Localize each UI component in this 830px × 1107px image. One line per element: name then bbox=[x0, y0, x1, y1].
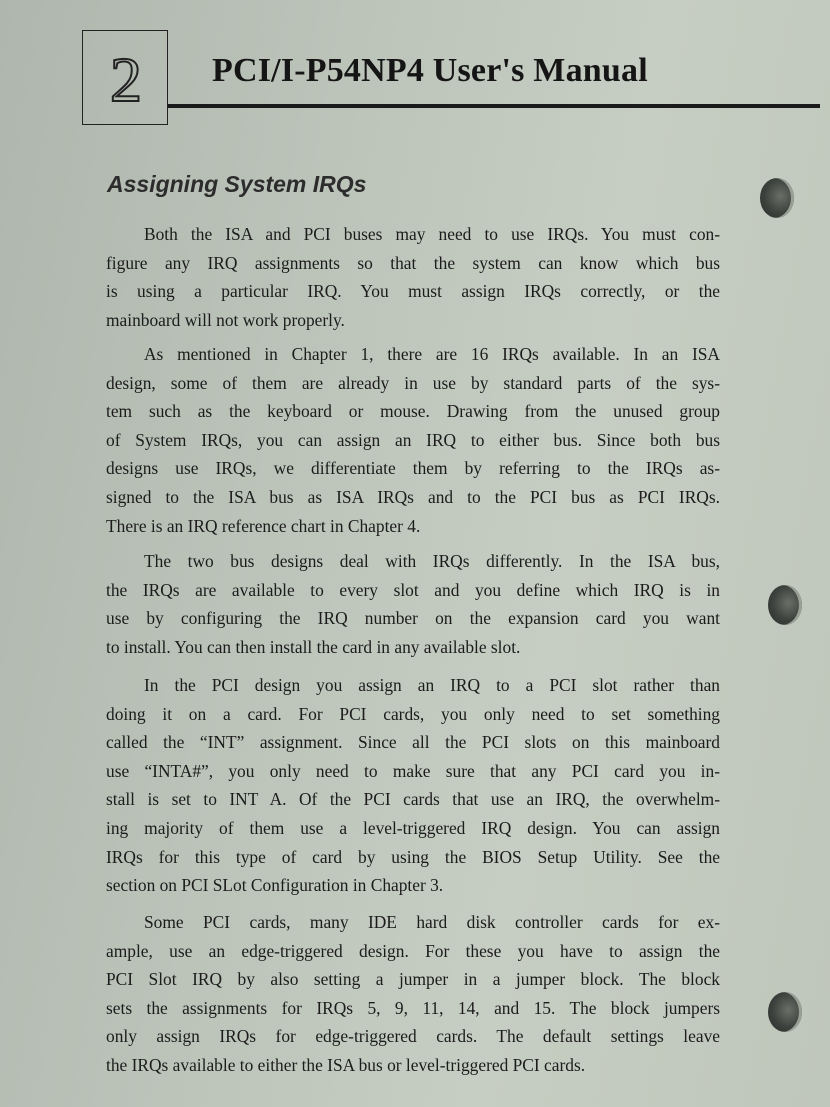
text-line: There is an IRQ reference chart in Chapter 4. bbox=[106, 515, 421, 536]
text-line: designs use IRQs, we differentiate them by referring to the IRQs as- bbox=[106, 458, 720, 479]
text-line: Both the ISA and PCI buses may need to use IRQs. You must con- bbox=[144, 224, 720, 244]
text-line: sets the assignments for IRQs 5, 9, 11, 14, and 15. The block jumpers bbox=[106, 997, 720, 1018]
text-line: section on PCI SLot Configuration in Chapter 3. bbox=[106, 875, 444, 896]
text-line: figure any IRQ assignments so that the system can know which bus bbox=[106, 252, 720, 273]
text-line: stall is set to INT A. Of the PCI cards that use an IRQ, the overwhelm- bbox=[106, 789, 720, 810]
manual-title: PCI/I-P54NP4 User's Manual bbox=[212, 52, 648, 89]
text-line: ample, use an edge-triggered design. For these you have to assign the bbox=[106, 940, 720, 961]
text-line: In the PCI design you assign an IRQ to a PCI slot rather than bbox=[144, 675, 720, 695]
text-line: use “INTA#”, you only need to make sure that any PCI card you in- bbox=[106, 760, 720, 781]
text-line: IRQs for this type of card by using the BIOS Setup Utility. See the bbox=[106, 846, 720, 867]
chapter-number: 2 bbox=[110, 44, 142, 115]
text-line: ing majority of them use a level-triggered IRQ design. You can assign bbox=[106, 817, 720, 838]
paragraph-4 bbox=[106, 671, 720, 900]
text-line: called the “INT” assignment. Since all the PCI slots on this mainboard bbox=[106, 732, 720, 753]
binder-hole-top bbox=[760, 178, 794, 218]
text-line: to install. You can then install the card in any available slot. bbox=[106, 636, 521, 657]
text-line: use by configuring the IRQ number on the expansion card you want bbox=[106, 608, 720, 629]
text-line: of System IRQs, you can assign an IRQ to either bus. Since both bus bbox=[106, 429, 720, 450]
paragraph-5 bbox=[106, 908, 720, 1080]
text-line: doing it on a card. For PCI cards, you only need to set something bbox=[106, 703, 720, 724]
binder-hole-bottom bbox=[768, 992, 802, 1032]
paragraph-1 bbox=[106, 220, 720, 334]
text-line: the IRQs are available to every slot and you define which IRQ is in bbox=[106, 579, 720, 600]
text-line: is using a particular IRQ. You must assign IRQs correctly, or the bbox=[106, 281, 720, 302]
text-line: tem such as the keyboard or mouse. Drawing from the unused group bbox=[106, 401, 720, 422]
binder-hole-middle bbox=[768, 585, 802, 625]
text-line: the IRQs available to either the ISA bus or level-triggered PCI cards. bbox=[106, 1054, 586, 1075]
paragraph-2 bbox=[106, 340, 720, 540]
section-heading: Assigning System IRQs bbox=[107, 171, 367, 197]
text-line: only assign IRQs for edge-triggered cards. The default settings leave bbox=[106, 1026, 720, 1047]
text-line: The two bus designs deal with IRQs differently. In the ISA bus, bbox=[144, 551, 720, 571]
text-line: PCI Slot IRQ by also setting a jumper in a jumper block. The block bbox=[106, 969, 720, 990]
header-rule bbox=[168, 104, 820, 108]
text-line: Some PCI cards, many IDE hard disk controller cards for ex- bbox=[144, 912, 720, 932]
text-line: design, some of them are already in use by standard parts of the sys- bbox=[106, 372, 720, 393]
text-line: signed to the ISA bus as ISA IRQs and to the PCI bus as PCI IRQs. bbox=[106, 486, 720, 507]
paragraph-3 bbox=[106, 547, 720, 661]
text-line: As mentioned in Chapter 1, there are 16 IRQs available. In an ISA bbox=[144, 344, 720, 364]
text-line: mainboard will not work properly. bbox=[106, 309, 345, 330]
